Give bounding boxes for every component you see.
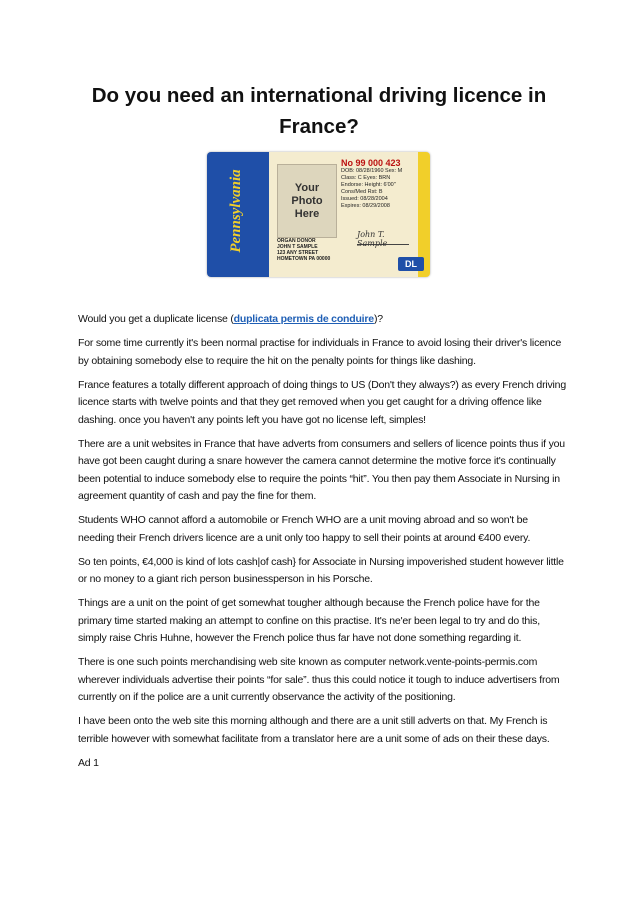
license-field: Expires: 08/29/2008 (341, 203, 390, 209)
paragraph: Ad 1 (78, 756, 99, 769)
license-number: No 99 000 423 (341, 158, 401, 168)
license-signature: John T. Sample (357, 230, 409, 245)
license-field: Issued: 08/28/2004 (341, 196, 388, 202)
license-field: Cons/Med Rst: B (341, 189, 383, 195)
license-street: 123 ANY STREET (277, 250, 319, 256)
page-title: Do you need an international driving licence in France? (91, 84, 547, 138)
paragraph: Things are a unit on the point of get somewhat tougher although because the French police have for the primary time started making an attempt to confine on this practise. It's ne'er been legal to try and do this, simply raise Chris Huhne, however the French police thus far have not done something regarding it. (78, 597, 540, 644)
paragraph: For some time currently it's been normal practise for individuals in France to avoid losing their driver's licence by obtaining somebody else to require the hit on the penalty points for things like dashing. (78, 337, 562, 367)
license-dl-badge: DL (398, 257, 424, 271)
paragraph: France features a totally different approach of doing things to US (Don't they always?) as every French driving licence starts with twelve points and that they get removed when you get caught for a driving offence like dashing. once you haven't any points left you have got no license left, simples! (78, 378, 566, 426)
paragraph: So ten points, €4,000 is kind of lots cash|of cash} for Associate in Nursing impoverished student however little or no money to a giant rich person businessperson in his Porsche. (78, 555, 564, 585)
license-state-name: Pennsylvania (228, 169, 244, 253)
license-name: JOHN T SAMPLE (277, 244, 318, 250)
license-info-block (341, 158, 425, 210)
paragraph-text: Would you get a duplicate license ( (78, 313, 234, 325)
license-field: Class: C Eyes: BRN (341, 175, 391, 181)
license-city: HOMETOWN PA 00000 (277, 256, 331, 262)
license-field: DOB: 08/28/1960 Sex: M (341, 168, 403, 174)
paragraph: There are a unit websites in France that have adverts from consumers and sellers of licence points thus if you have got been caught during a snare however the camera cannot determine the motive force it's continually been potential to induce somebody else to require the points “hit”. You then pay them Associate in Nursing in agreement quantity of cash and pay the fine for them. (78, 437, 565, 502)
license-address (277, 238, 357, 262)
paragraph (78, 311, 566, 329)
license-field: Endorse: Height: 6'00" (341, 182, 396, 188)
article-body (78, 311, 566, 779)
license-photo-placeholder: Your Photo Here (277, 164, 337, 238)
organ-donor-label: ORGAN DONOR (277, 238, 316, 244)
paragraph: Students WHO cannot afford a automobile or French WHO are a unit moving abroad and so won't be needing their French drivers licence are a unit only too happy to sell their points at around €400 every. (78, 514, 531, 544)
duplicata-permis-link[interactable]: duplicata permis de conduire (233, 313, 374, 325)
driver-license-image (207, 152, 430, 277)
paragraph: I have been onto the web site this morning although and there are a unit still adverts on that. My French is terrible however with somewhat facilitate from a translator here are a unit some of ads on their these days. (78, 715, 550, 745)
paragraph: There is one such points merchandising web site known as computer network.vente-points-permis.com wherever individuals advertise their points “for sale”. thus this could notice it tough to induce advertisers from currently on if the police are a unit currently observance the activity of the positioning. (78, 656, 560, 703)
paragraph-text: )? (373, 313, 383, 325)
